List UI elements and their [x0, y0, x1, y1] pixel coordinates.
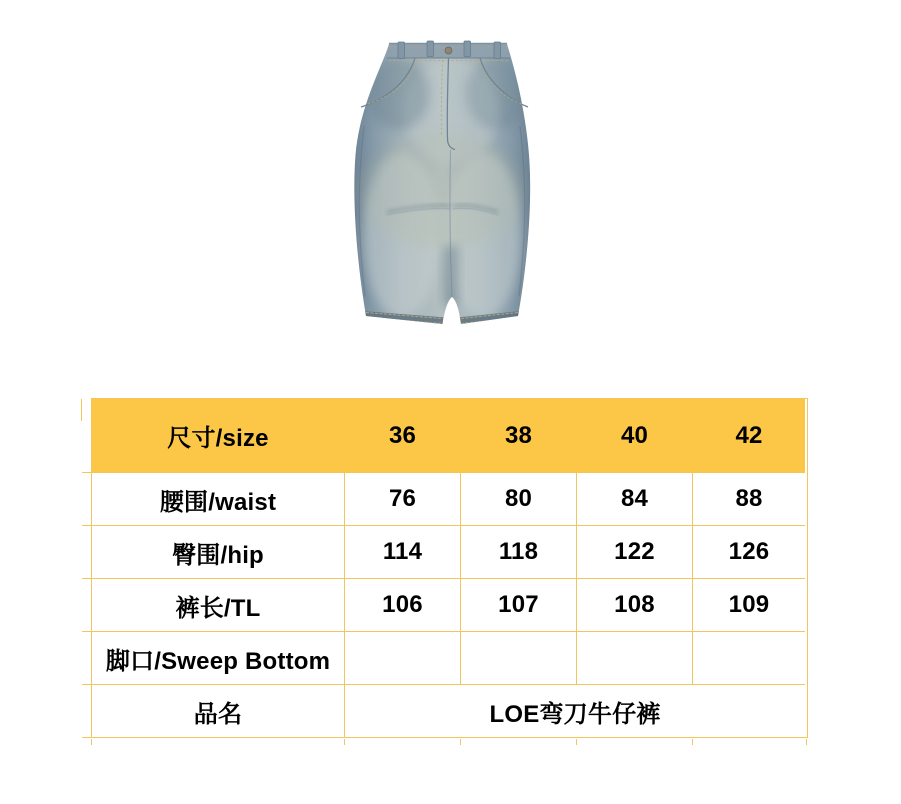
gridline-stub	[82, 472, 91, 473]
sweep-value-40	[577, 632, 693, 685]
gridline-stub	[692, 739, 693, 745]
gridline-stub	[82, 684, 91, 685]
row-label-trouser-length: 裤长/TL	[92, 579, 345, 632]
length-value-42: 109	[693, 579, 805, 632]
product-name-value: LOE弯刀牛仔裤	[489, 701, 661, 728]
gridline-stub	[82, 631, 91, 632]
gridline-stub	[91, 739, 92, 745]
gridline-stub	[460, 739, 461, 745]
product-photo	[352, 36, 532, 332]
gridline-stub	[576, 739, 577, 745]
gridline-stub	[82, 525, 91, 526]
gridline-stub	[81, 399, 82, 421]
gridline-stub	[82, 737, 91, 738]
gridline-stub	[806, 739, 807, 745]
header-cell-size-38: 38	[461, 399, 577, 473]
row-label-waist: 腰围/waist	[92, 473, 345, 526]
header-cell-size-label: 尺寸/size	[92, 399, 345, 473]
gridline-stub	[82, 578, 91, 579]
jeans-image	[352, 36, 532, 332]
header-cell-size-36: 36	[345, 399, 461, 473]
hip-value-40: 122	[577, 526, 693, 579]
sweep-value-36	[345, 632, 461, 685]
waist-value-42: 88	[693, 473, 805, 526]
hip-value-42: 126	[693, 526, 805, 579]
row-label-sweep-bottom: 脚口/Sweep Bottom	[92, 632, 345, 685]
header-cell-size-42: 42	[693, 399, 805, 473]
header-cell-size-40: 40	[577, 399, 693, 473]
waist-value-38: 80	[461, 473, 577, 526]
length-value-40: 108	[577, 579, 693, 632]
size-table	[91, 398, 808, 738]
waist-value-40: 84	[577, 473, 693, 526]
hip-value-38: 118	[461, 526, 577, 579]
hip-value-36: 114	[345, 526, 461, 579]
length-value-36: 106	[345, 579, 461, 632]
length-value-38: 107	[461, 579, 577, 632]
gridline-stub	[344, 739, 345, 745]
sweep-value-38	[461, 632, 577, 685]
sweep-value-42	[693, 632, 805, 685]
row-label-hip: 臀围/hip	[92, 526, 345, 579]
waist-value-36: 76	[345, 473, 461, 526]
row-label-product-name: 品名	[92, 685, 345, 738]
